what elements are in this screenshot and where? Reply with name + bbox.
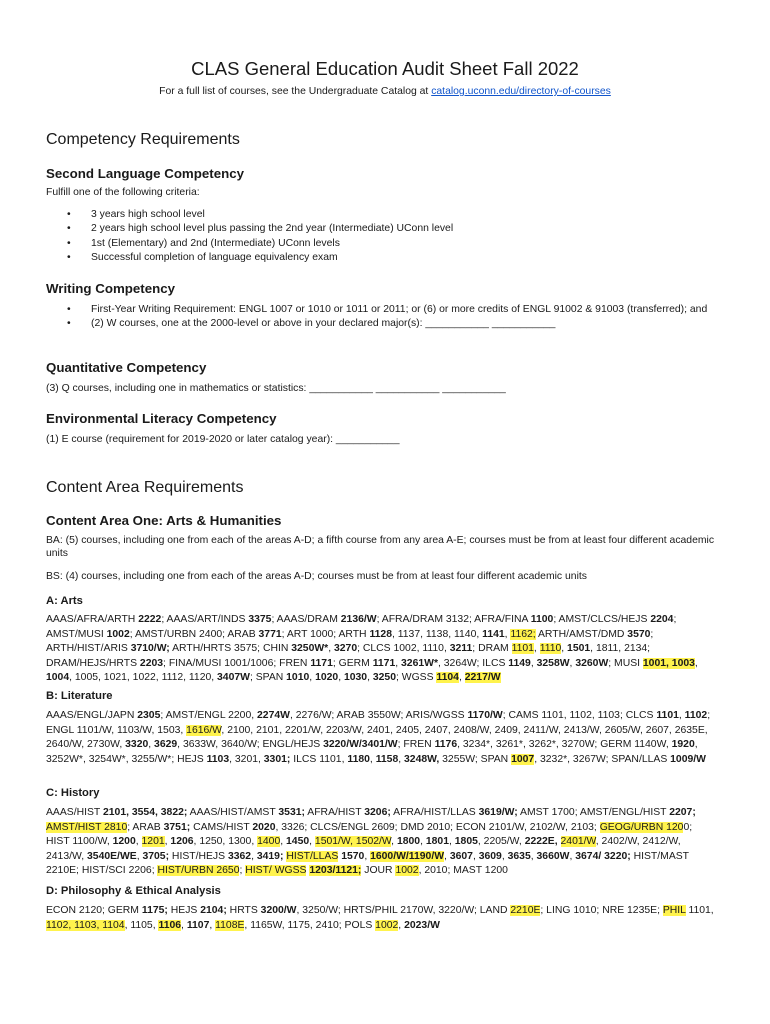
course-code: 3609 [478, 850, 502, 862]
course-text: , [148, 739, 155, 751]
second-language-intro: Fulfill one of the following criteria: [46, 187, 200, 198]
course-text: , 1137, 1138, 1140, [392, 628, 483, 640]
course-code: 3570 [627, 628, 651, 640]
quantitative-heading: Quantitative Competency [46, 360, 207, 375]
course-text: ; ARAB [127, 821, 164, 833]
writing-heading: Writing Competency [46, 281, 176, 296]
course-code: 1128 [369, 628, 392, 640]
course-code: AMST/HIST 2810 [46, 821, 128, 833]
course-text: ; CAMS 1101, 1102, 1103; CLCS [502, 710, 657, 721]
course-text: AFRA/HIST [304, 807, 365, 818]
course-text: ; [239, 865, 246, 877]
course-code: 2217/W [464, 672, 501, 684]
course-code: 3258W [536, 657, 570, 669]
course-text: , 2402/W, 2412/W, 2413/W, [46, 836, 681, 862]
course-text: , [309, 672, 316, 684]
course-text: CAMS/HIST [190, 821, 253, 833]
course-code: 1162; [510, 628, 536, 640]
course-text: ; MUSI [608, 657, 643, 669]
course-code: 2210E [510, 905, 541, 916]
list-item: • First-Year Writing Requirement: ENGL 1007 or 1010 or 1011 or 2011; or (6) or more credits of ENGL 91002 & 91003 (transferred); and [46, 303, 711, 317]
course-code: 3375 [248, 614, 272, 625]
course-text: , [398, 753, 405, 765]
course-text: , 3633W, 3640/W; ENGL/HEJS [177, 739, 324, 751]
course-text: , [364, 850, 371, 862]
course-text: HEJS [167, 905, 201, 916]
list-item: • 1st (Elementary) and 2nd (Intermediate) UConn levels [46, 237, 711, 251]
course-text: , [280, 836, 287, 848]
course-code: 2305 [137, 710, 161, 721]
course-code: 1201 [141, 836, 165, 848]
course-text: , [136, 850, 143, 862]
course-code: 3660W [536, 850, 570, 862]
course-code: 1200 [112, 836, 136, 848]
course-code: 1180 [347, 753, 370, 765]
course-code: 3635 [507, 850, 531, 862]
course-text: ; AMST/CLCS/HEJS [553, 614, 651, 625]
section-heading-arts: A: Arts [46, 595, 83, 607]
course-text: AAAS/HIST/AMST [187, 807, 279, 818]
course-code: 3629 [154, 739, 178, 751]
list-item: • Successful completion of language equivalency exam [46, 251, 711, 265]
course-code: 1501/W, 1502/W [314, 836, 392, 848]
course-code: HIST/ WGSS [245, 865, 307, 877]
course-text: ; GERM [332, 657, 373, 669]
course-text: ; AAAS/ART/INDS [161, 614, 249, 625]
environmental-heading: Environmental Literacy Competency [46, 411, 277, 426]
course-code: 3320 [125, 739, 149, 751]
course-text: , 1005, 1021, 1022, 1112, 1120, [69, 672, 218, 684]
course-code: 1100 [530, 614, 554, 625]
quantitative-text: (3) Q courses, including one in mathematics or statistics: ___________ ___________ ___________ [46, 383, 506, 394]
course-text: , 2010; MAST 1200 [418, 865, 508, 877]
course-text: , [181, 919, 187, 931]
course-code: 2101, 3554, 3822; [102, 807, 188, 818]
course-code: 1009/W [670, 753, 706, 765]
course-text: , 2205/W, [477, 836, 525, 848]
course-code: 3248W, [404, 753, 440, 765]
second-language-list [46, 208, 711, 266]
course-text: , 1811, 2134; DRAM/HEJS/HRTS [46, 643, 651, 669]
course-code: 1104 [436, 672, 459, 684]
course-code: 3751; [163, 821, 191, 833]
course-code: 1149 [508, 657, 531, 669]
course-code: HIST/LLAS [286, 850, 339, 862]
course-code: 1920 [671, 739, 695, 751]
catalog-link[interactable]: catalog.uconn.edu/directory-of-courses [431, 86, 611, 97]
course-text: , [448, 836, 455, 848]
course-code: 2023/W [404, 919, 440, 931]
course-text: , 3252W*, 3254W*, 3255/W*; HEJS [46, 739, 698, 765]
course-text: , [561, 643, 568, 655]
course-text: , [164, 836, 171, 848]
area-one-bs: BS: (4) courses, including one from each of the areas A-D; courses must be from at least four different academic units [46, 571, 587, 582]
course-code: 3220/W/3401/W [323, 739, 398, 751]
course-code: 3710/W; [130, 643, 170, 655]
course-code: 2401/W [560, 836, 596, 848]
course-text: AAAS/ENGL/JAPN [46, 710, 138, 721]
course-text: AFRA/HIST/LLAS [390, 807, 479, 818]
course-text: HRTS [226, 905, 261, 916]
course-code: 3705; [142, 850, 170, 862]
course-code: 2207; [669, 807, 696, 818]
course-code: 1501 [567, 643, 591, 655]
course-text: ; AMST/ENGL 2200, [160, 710, 258, 721]
course-code: 1103 [206, 753, 230, 765]
course-code: 3301; [263, 753, 291, 765]
course-text: , 3326; CLCS/ENGL 2609; DMD 2010; ECON 2101/W, 2102/W, 2103; [275, 821, 600, 833]
course-text: , 3250/W; HRTS/PHIL 2170W, 3220/W; LAND [296, 905, 511, 916]
course-code: 2204 [650, 614, 674, 625]
course-text: AAAS/HIST [46, 807, 103, 818]
course-text: , [338, 672, 344, 684]
course-text: , [367, 672, 373, 684]
writing-list [46, 303, 711, 330]
course-text: , [209, 919, 216, 931]
course-text: ; AFRA/DRAM 3132; AFRA/FINA [376, 614, 531, 625]
course-code: 3260W [575, 657, 609, 669]
course-code: 3607 [449, 850, 473, 862]
course-text: , [569, 850, 576, 862]
course-text: ; LING 1010; NRE 1235E; [540, 905, 663, 916]
course-code: 1007 [511, 753, 535, 765]
course-text: ; AMST/URBN 2400; ARAB [129, 628, 259, 640]
course-text: , 3264W; ILCS [438, 657, 509, 669]
course-text: ; FINA/MUSI 1001/1006; FREN [163, 657, 311, 669]
course-text: ; FREN [397, 739, 435, 751]
course-text: , [309, 836, 315, 848]
course-text: , [678, 710, 685, 721]
course-code: 1600/W/1190/W [370, 850, 445, 862]
course-text: , [444, 850, 450, 862]
course-code: 2222 [138, 614, 162, 625]
course-code: 1805 [454, 836, 478, 848]
course-text: , [395, 657, 402, 669]
course-text: ; ART 1000; ARTH [281, 628, 370, 640]
course-text: , [251, 850, 257, 862]
course-code: 1175; [141, 905, 168, 916]
course-text: , [328, 643, 334, 655]
course-code: 1107 [186, 919, 210, 931]
course-text: , [458, 672, 465, 684]
course-text: ; SPAN [249, 672, 287, 684]
area-one-heading: Content Area One: Arts & Humanities [46, 513, 282, 528]
course-code: 2136/W [340, 614, 377, 625]
course-code: 1101 [511, 643, 534, 655]
course-text: , 1250, 1300, [193, 836, 258, 848]
course-text: ; AAAS/DRAM [271, 614, 341, 625]
course-text: , 3234*, 3261*, 3262*, 3270W; GERM 1140W, [457, 739, 672, 751]
course-text: ; DRAM [472, 643, 512, 655]
course-code: 1102 [684, 710, 708, 721]
section-heading-philosophy: D: Philosophy & Ethical Analysis [46, 885, 221, 897]
course-code: 1020 [315, 672, 339, 684]
course-code: 1110 [539, 643, 562, 655]
course-code: 3261W* [401, 657, 438, 669]
course-code: 1002 [375, 919, 399, 931]
environmental-text: (1) E course (requirement for 2019-2020 or later catalog year): ___________ [46, 434, 400, 445]
section-heading-history: C: History [46, 787, 100, 799]
course-code: 3771 [258, 628, 282, 640]
course-text: , [135, 836, 142, 848]
course-code: 1101 [656, 710, 679, 721]
subtitle-text: For a full list of courses, see the Undergraduate Catalog at [159, 86, 432, 97]
course-code: 1176 [434, 739, 458, 751]
competency-heading: Competency Requirements [46, 131, 240, 148]
course-code: 1030 [343, 672, 368, 684]
course-code: 2274W [257, 710, 290, 721]
course-text: 1101, [685, 905, 714, 916]
course-text: , [420, 836, 426, 848]
course-text: , 2276/W; ARAB 3550W; ARIS/WGSS [289, 710, 468, 721]
course-code: 1400 [257, 836, 281, 848]
course-code: 3419; [256, 850, 284, 862]
course-list-philosophy [46, 904, 716, 933]
course-text: JOUR [361, 865, 396, 877]
course-code: 1570 [341, 850, 365, 862]
course-text: ECON 2120; GERM [46, 905, 142, 916]
course-code: 2020 [252, 821, 276, 833]
course-code: 1171 [372, 657, 396, 669]
course-code: PHIL [662, 905, 686, 916]
course-text: , [369, 753, 376, 765]
course-text: , [504, 628, 511, 640]
course-text: , 1165W, 1175, 2410; POLS [244, 919, 376, 931]
course-list-literature [46, 709, 716, 767]
course-text: , [472, 850, 479, 862]
list-item: • 2 years high school level plus passing the 2nd year (Intermediate) UConn level [46, 222, 711, 236]
course-text: , [530, 657, 537, 669]
course-code: 3362 [227, 850, 252, 862]
course-code: 2104; [200, 905, 227, 916]
course-text: AMST 1700; AMST/ENGL/HIST [517, 807, 670, 818]
course-text: ; ENGL 1101/W, 1103/W, 1503, [46, 710, 711, 736]
course-code: 3211 [449, 643, 473, 655]
course-text: 3255W; SPAN [439, 753, 512, 765]
course-code: 3250W* [291, 643, 329, 655]
course-text: ILCS 1101, [290, 753, 348, 765]
course-code: 1102, 1103, 1104 [46, 919, 125, 931]
course-code: GEOG/URBN 120 [599, 821, 684, 833]
course-text: ; WGSS [396, 672, 437, 684]
course-code: 1171 [310, 657, 333, 669]
course-text: , [530, 850, 537, 862]
course-code: 2203 [139, 657, 164, 669]
course-code: 1004 [46, 672, 70, 684]
second-language-heading: Second Language Competency [46, 166, 245, 181]
content-heading: Content Area Requirements [46, 479, 244, 496]
course-code: 3270 [334, 643, 358, 655]
list-item: • (2) W courses, one at the 2000-level or above in your declared major(s): ___________ ___________ [46, 317, 711, 331]
course-code: 1141 [482, 628, 505, 640]
course-text: HIST/HEJS [169, 850, 228, 862]
course-code: 1170/W [467, 710, 503, 721]
course-list-history [46, 806, 716, 879]
course-text: , [501, 850, 508, 862]
course-text: ; CLCS 1002, 1110, [357, 643, 450, 655]
course-code: 1002 [106, 628, 130, 640]
course-text: , [533, 643, 540, 655]
course-list-arts [46, 613, 716, 686]
course-code: 1800 [396, 836, 421, 848]
course-code: 3200/W [260, 905, 297, 916]
course-code: HIST/URBN 2650 [157, 865, 240, 877]
course-code: 3619/W; [478, 807, 518, 818]
course-code: 1106 [158, 919, 182, 931]
page-title: CLAS General Education Audit Sheet Fall 2022 [191, 58, 579, 79]
course-code: 1616/W [186, 724, 222, 736]
course-code: 3540E/WE [87, 850, 137, 862]
course-code: 1801 [425, 836, 449, 848]
course-text: HIST/MAST 2210E; HIST/SCI 2206; [46, 850, 689, 877]
course-text: , 1105, [124, 919, 159, 931]
course-text: ARTH/HRTS 3575; CHIN [169, 643, 292, 655]
course-text: , 3232*, 3267W; SPAN/LLAS [534, 753, 671, 765]
course-code: 2222E, [524, 836, 558, 848]
course-code: 1001, 1003 [642, 657, 695, 669]
course-text: , [398, 919, 405, 931]
course-code: 3250 [372, 672, 396, 684]
course-text: , 2100, 2101, 2201/W, 2203/W, 2401, 2405, 2407, 2408/W, 2409, 2411/W, 2413/W, 2605/W, 2607, 2635E, 2640/W, 2730W, [46, 724, 708, 751]
section-heading-literature: B: Literature [46, 690, 113, 702]
course-text: ; ARTH/HIST/ARIS [46, 628, 654, 655]
course-text: , 3201, [229, 753, 264, 765]
course-text: 0; HIST 1100/W, [46, 821, 693, 848]
course-code: 1158 [375, 753, 399, 765]
list-item: • 3 years high school level [46, 208, 711, 222]
course-text: , [391, 836, 397, 848]
course-text: , [694, 657, 698, 669]
course-code: 1206 [170, 836, 194, 848]
course-code: 3674/ 3220; [575, 850, 631, 862]
course-text: ; AMST/MUSI [46, 614, 677, 640]
course-text: , [569, 657, 576, 669]
course-code: 1010 [286, 672, 310, 684]
area-one-ba: BA: (5) courses, including one from each of the areas A-D; a fifth course from any area A-E; courses must be from at least four different academic units [46, 535, 715, 560]
page-subtitle [0, 86, 770, 97]
course-code: 1203/1121; [309, 865, 362, 877]
course-text: AAAS/AFRA/ARTH [46, 614, 139, 625]
course-code: 1108E [215, 919, 245, 931]
course-text: ARTH/AMST/DMD [535, 628, 628, 640]
course-code: 3407W [217, 672, 250, 684]
course-code: 3206; [364, 807, 391, 818]
course-code: 1002 [395, 865, 419, 877]
course-code: 3531; [278, 807, 305, 818]
course-code: 1450 [286, 836, 310, 848]
